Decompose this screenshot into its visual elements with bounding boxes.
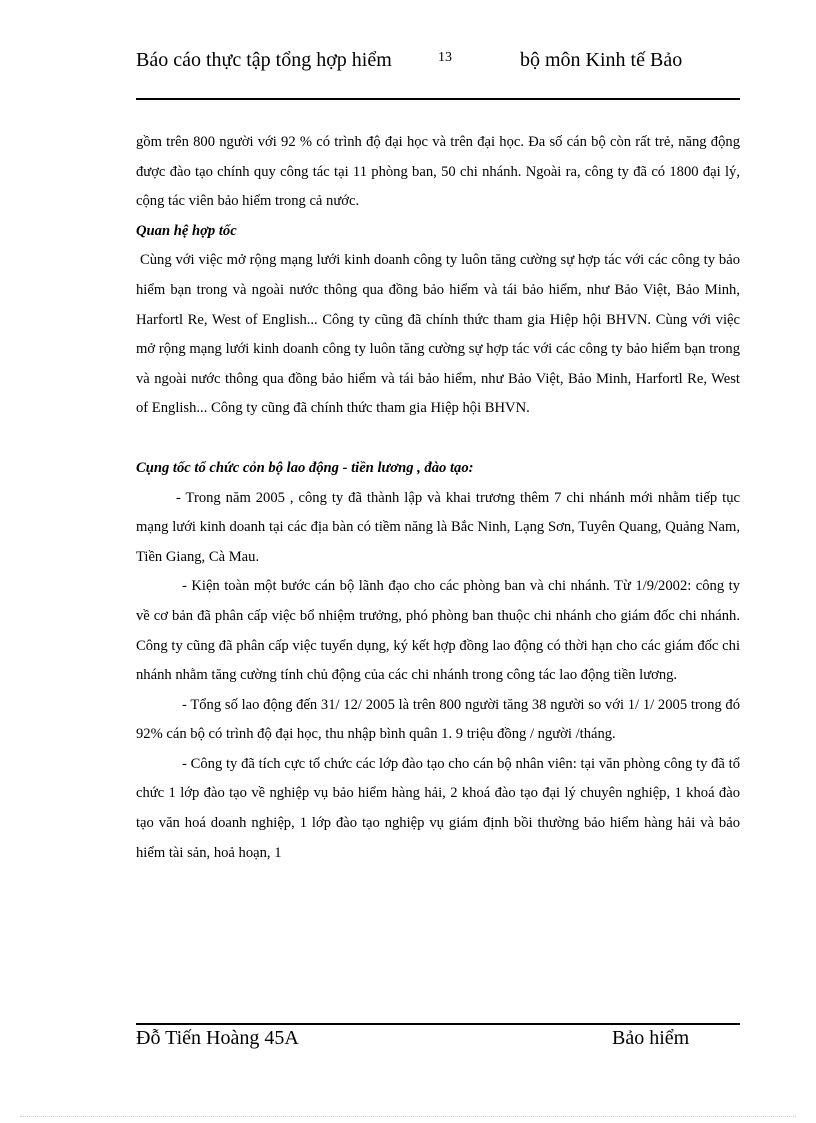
paragraph-branches: - Trong năm 2005 , công ty đã thành lập và khai trương thêm 7 chi nhánh mới nhằm tiếp tục mạng lưới kinh doanh tại các địa bàn có tiềm năng là Bắc Ninh, Lạng Sơn, Tuyên Quang, Quảng Nam, Tiền Giang, Cà Mau.: [136, 489, 740, 565]
page-header: [136, 48, 740, 100]
footer-subject: Bảo hiểm: [612, 1027, 690, 1049]
paragraph-staff: gồm trên 800 người với 92 % có trình độ đại học và trên đại học. Đa số cán bộ còn rất trẻ, năng động được đào tạo chính quy công tác tại 11 phòng ban, 50 chi nhánh. Ngoài ra, công ty đã có 1800 đại lý, cộng tác viên bảo hiểm trong cả nước.: [136, 134, 740, 210]
header-rule: [136, 98, 740, 100]
spacer: [136, 424, 740, 454]
page-footer: [136, 1026, 740, 1078]
heading-organization: Cụng tốc tổ chức cỏn bộ lao động - tiền lương , đào tạo:: [136, 459, 474, 476]
header-department: bộ môn Kinh tế Bảo: [520, 49, 683, 71]
paragraph-leadership: - Kiện toàn một bước cán bộ lãnh đạo cho các phòng ban và chi nhánh. Từ 1/9/2002: công ty về cơ bản đã phân cấp việc bổ nhiệm trưởng, phó phòng ban thuộc chi nhánh cho giám đốc chi nhánh. Công ty cũng đã phân cấp việc tuyển dụng, ký kết hợp đồng lao động có thời hạn cho các giám đốc chi nhánh nhằm tăng cường tính chủ động của các chi nhánh trong công tác lao động tiền lương.: [136, 578, 740, 684]
paragraph-cooperation: Cùng với việc mở rộng mạng lưới kinh doanh công ty luôn tăng cường sự hợp tác với các công ty bảo hiểm bạn trong và ngoài nước thông qua đồng bảo hiểm và tái bảo hiểm, như Bảo Việt, Bảo Minh, Harfortl Re, West of English... Công ty cũng đã chính thức tham gia Hiệp hội BHVN. Cùng với việc mở rộng mạng lưới kinh doanh công ty luôn tăng cường sự hợp tác với các công ty bảo hiểm bạn trong và ngoài nước thông qua đồng bảo hiểm và tái bảo hiểm, như Bảo Việt, Bảo Minh, Harfortl Re, West of English... Công ty cũng đã chính thức tham gia Hiệp hội BHVN.: [136, 252, 740, 417]
heading-cooperation: Quan hệ hợp tốc: [136, 222, 237, 239]
page-body: [136, 128, 740, 868]
paragraph-labor: - Tổng số lao động đến 31/ 12/ 2005 là trên 800 người tăng 38 người so với 1/ 1/ 2005 trong đó 92% cán bộ có trình độ đại học, thu nhập bình quân 1. 9 triệu đồng / người /tháng.: [136, 696, 740, 743]
paragraph-training: - Công ty đã tích cực tổ chức các lớp đào tạo cho cán bộ nhân viên: tại văn phòng công ty đã tổ chức 1 lớp đào tạo về nghiệp vụ bảo hiểm hàng hải, 2 khoá đào tạo đại lý chuyên nghiệp, 1 khoá đào tạo văn hoá doanh nghiệp, 1 lớp đào tạo nghiệp vụ giám định bồi thường bảo hiểm hàng hải và bảo hiểm tài sản, hoả hoạn, 1: [136, 755, 740, 861]
page-edge: [20, 1116, 796, 1117]
footer-author: Đỗ Tiến Hoàng 45A: [136, 1027, 299, 1049]
page-number: 13: [438, 50, 452, 65]
footer-rule: [136, 1023, 740, 1025]
header-title: Báo cáo thực tập tổng hợp hiểm: [136, 49, 392, 71]
